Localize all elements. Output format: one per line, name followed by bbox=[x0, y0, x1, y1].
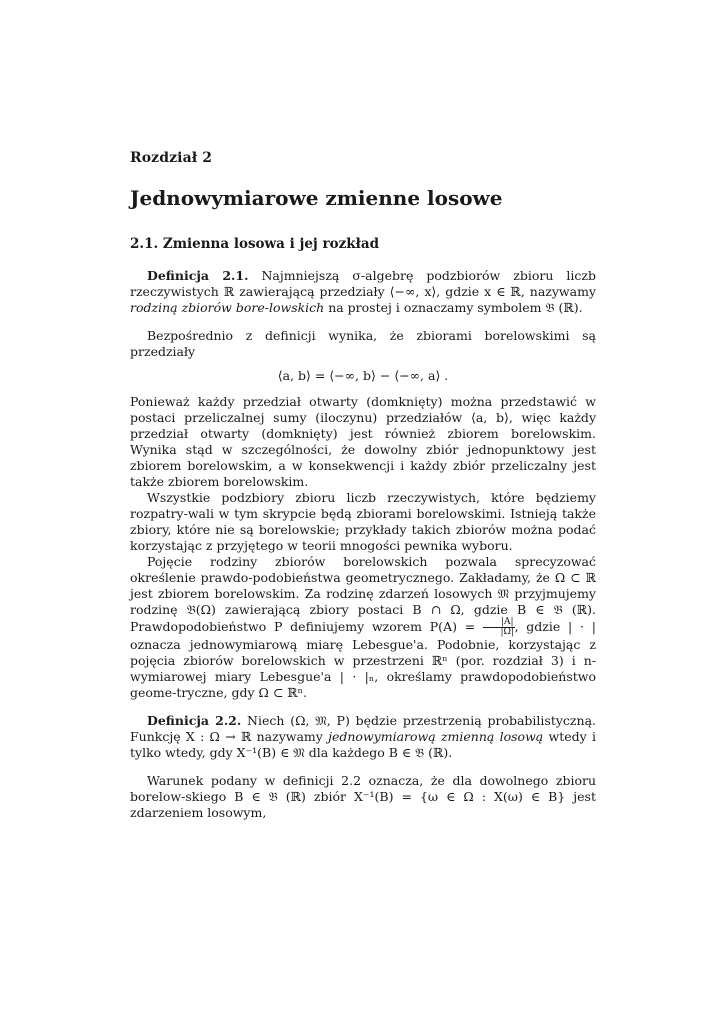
paragraph-text: Pojęcie rodziny zbiorów borelowskich pozwala sprecyzować określenie prawdo-podobieństwa geometrycznego. Zakładamy, że Ω ⊂ ℝ jest zbiorem borelowskim. Za rodzinę zdarzeń losowych 𝔐 przyjmujemy rodzinę 𝔅(Ω) zawierającą zbiory postaci B ∩ Ω, gdzie B ∈ 𝔅 (ℝ). Prawdopodobieństwo P definiujemy wzorem P(A) = bbox=[130, 554, 596, 634]
definition-label: Definicja 2.2. bbox=[147, 713, 242, 728]
paragraph-text: , gdzie | · | oznacza jednowymiarową miarę Lebesgue'a. Podobnie, korzystając z pojęcia zbiorów borelowskich w przestrzeni ℝⁿ (por. rozdział 3) i n-wymiarowej miary Lebesgue'a | · |ₙ, określamy prawdopodobieństwo geome-tryczne, gdy Ω ⊂ ℝⁿ. bbox=[130, 619, 596, 700]
chapter-title: Jednowymiarowe zmienne losowe bbox=[130, 186, 503, 210]
definition-label: Definicja 2.1. bbox=[147, 268, 249, 283]
definition-emphasis: rodziną zbiorów bore-lowskich bbox=[130, 300, 325, 315]
paragraph: Warunek podany w definicji 2.2 oznacza, że dla dowolnego zbioru borelow-skiego B ∈ 𝔅 (ℝ) zbiór X⁻¹(B) = {ω ∈ Ω : X(ω) ∈ B} jest zdarzeniem losowym, bbox=[130, 773, 596, 820]
definition-emphasis: jednowymiarową zmienną losową bbox=[328, 729, 544, 744]
fraction bbox=[483, 618, 515, 637]
fraction-denominator: |Ω| bbox=[500, 627, 515, 637]
definition-text: Najmniejszą σ-algebrę podzbiorów zbioru liczb rzeczywistych ℝ zawierającą przedziały ⟨−∞, x⟩, gdzie x ∈ ℝ, nazywamy bbox=[130, 268, 596, 299]
paragraph: Bezpośrednio z definicji wynika, że zbiorami borelowskimi są przedziały bbox=[130, 328, 596, 359]
definition-2-1 bbox=[130, 268, 596, 316]
section-title: 2.1. Zmienna losowa i jej rozkład bbox=[130, 236, 380, 252]
paragraph: Wszystkie podzbiory zbioru liczb rzeczywistych, które będziemy rozpatry-wali w tym skrypcie będą zbiorami borelowskimi. Istnieją także zbiory, które nie są borelowskie; przykłady takich zbiorów można podać korzystając z przyjętego w teorii mnogości pewnika wyboru. bbox=[130, 490, 596, 553]
paragraph bbox=[130, 554, 596, 701]
display-formula: ⟨a, b⟩ = ⟨−∞, b⟩ − ⟨−∞, a⟩ . bbox=[277, 368, 449, 383]
fraction-numerator: |A| bbox=[483, 618, 515, 628]
definition-text: Niech (Ω, 𝔐, P) będzie przestrzenią probabilistyczną. Funkcję X : Ω → ℝ nazywamy bbox=[130, 713, 596, 744]
paragraph: Ponieważ każdy przedział otwarty (domknięty) można przedstawić w postaci przeliczalnej sumy (iloczynu) przedziałów ⟨a, b⟩, więc każdy przedział otwarty (domknięty) jest również zbiorem borelowskim. Wynika stąd w szczególności, że dowolny zbiór jednopunktowy jest zbiorem borelowskim, a w konsekwencji i każdy zbiór przeliczalny jest także zbiorem borelowskim. bbox=[130, 394, 596, 489]
definition-text: na prostej i oznaczamy symbolem 𝔅 (ℝ). bbox=[324, 300, 583, 315]
definition-2-2 bbox=[130, 713, 596, 761]
definition-text: wtedy i tylko wtedy, gdy X⁻¹(B) ∈ 𝔐 dla każdego B ∈ 𝔅 (ℝ). bbox=[130, 729, 596, 760]
body-text bbox=[130, 268, 596, 821]
chapter-label: Rozdział 2 bbox=[130, 150, 213, 166]
